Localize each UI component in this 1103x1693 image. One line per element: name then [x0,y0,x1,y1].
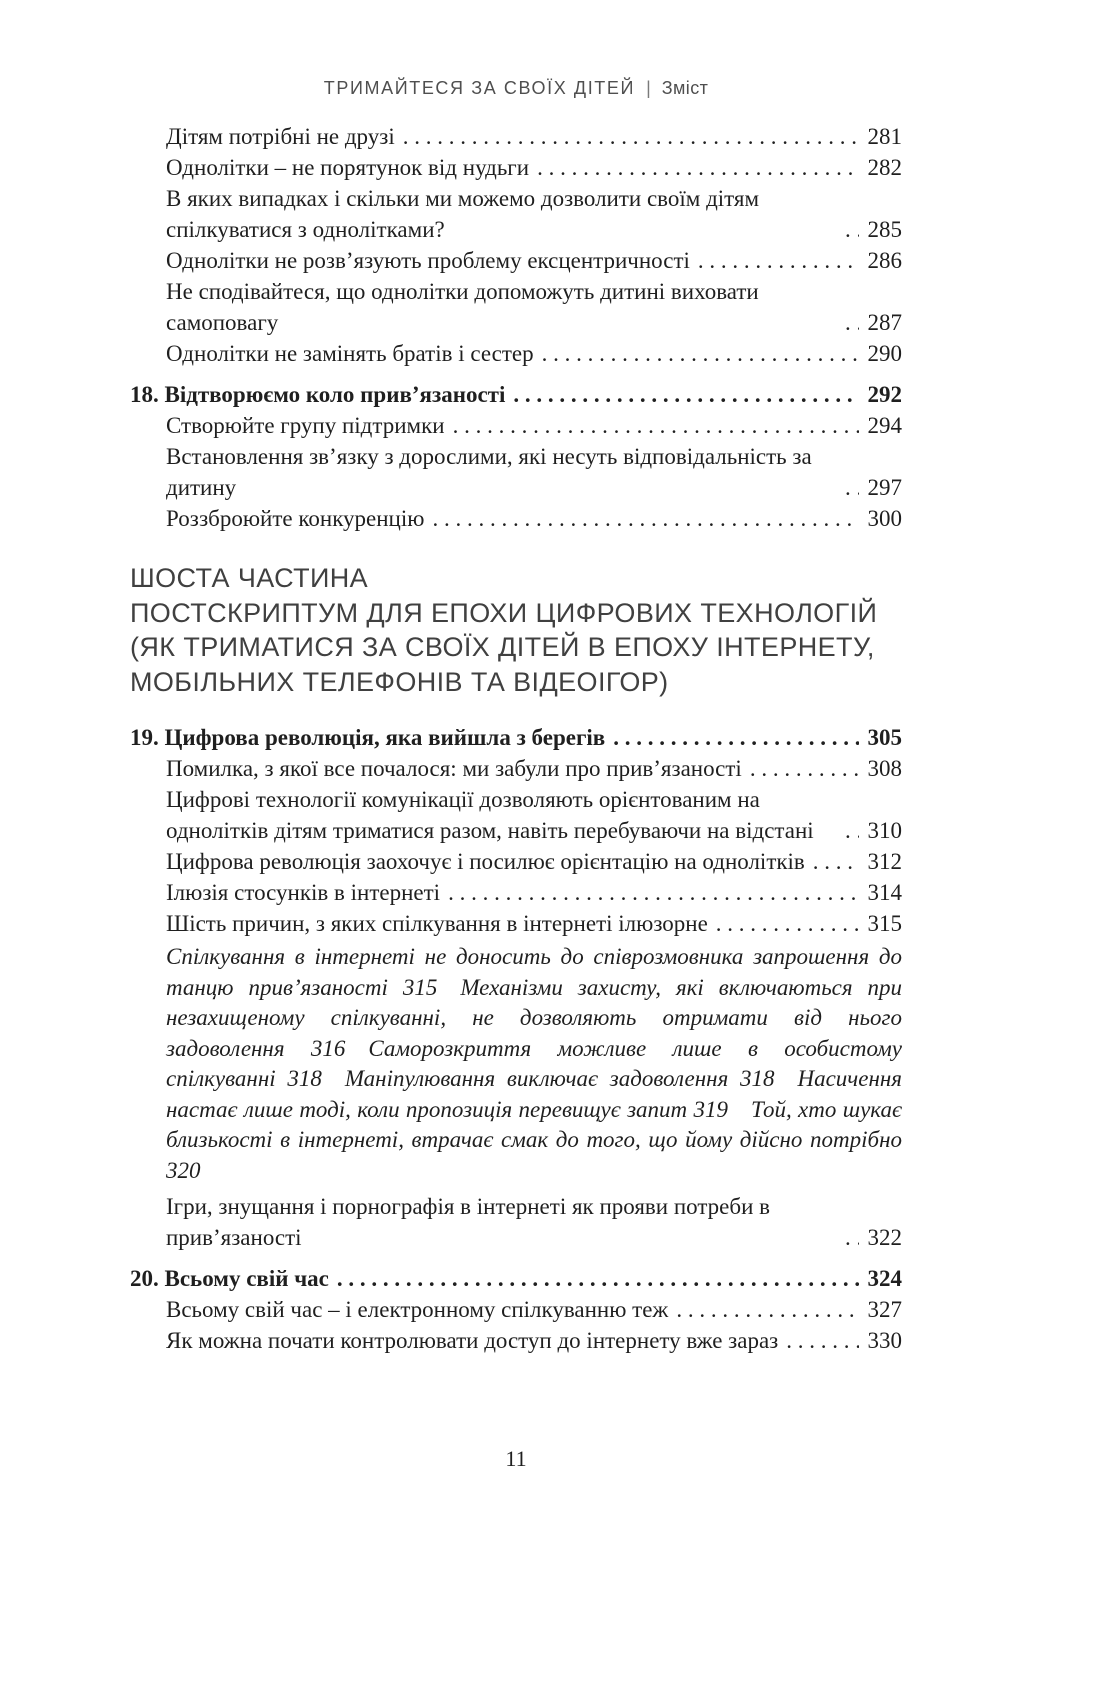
toc-section-entry [130,784,902,846]
part-title-line: (ЯК ТРИМАТИСЯ ЗА СВОЇХ ДІТЕЙ В ЕПОХУ ІНТЕРНЕТУ, [130,632,875,662]
entry-title: Однолітки – не порятунок від нудьги [166,155,530,180]
dot-leader [542,338,859,369]
toc-section-entry [130,1325,902,1356]
entry-page-number: 294 [867,413,902,438]
dot-leader [676,1294,859,1325]
entry-title: Встановлення зв’язку з дорослими, які несуть відповідальність за дитину [166,444,812,500]
toc-section-entry [130,121,902,152]
entry-title: Як можна почати контролювати доступ до інтернету вже зараз [166,1328,779,1353]
entry-title: Дітям потрібні не друзі [166,124,395,149]
part-heading [130,561,902,699]
subtopic-run-in-block: Спілкування в інтернеті не доносить до співрозмовника запрошення до танцю прив’язаності 315 Механізми захисту, які включаються при незахищеному спілкуванні, не дозволяють отримати від нього задоволення 316 Саморозкриття можливе лише в особистому спілкуванні 318 Маніпулювання виключає задоволення 318 Насичення настає лише тоді, коли пропозиція перевищує запит 319 Той, хто шукає близькості в інтернеті, втрачає смак до того, що йому дійсно потрібно 320 [166,944,902,1183]
book-title: ТРИМАЙТЕСЯ ЗА СВОЇХ ДІТЕЙ [323,78,636,98]
toc-chapter-entry [130,722,902,753]
toc-section-entry [130,245,902,276]
entry-page-number: 322 [867,1225,902,1250]
toc-chapter-entry [130,379,902,410]
toc-section-entry [130,503,902,534]
header-separator: | [646,78,651,98]
header-section-label: Зміст [661,78,709,98]
entry-page-number: 324 [867,1266,902,1291]
table-of-contents [130,121,902,1356]
dot-leader [613,722,859,753]
entry-page-number: 327 [867,1297,902,1322]
entry-title: Створюйте групу підтримки [166,413,445,438]
entry-title: 18. Відтворюємо коло прив’язаності [130,382,506,407]
toc-section-entry [130,753,902,784]
toc-section-entry [130,846,902,877]
entry-title: Роззброюйте конкуренцію [166,506,425,531]
entry-page-number: 292 [867,382,902,407]
toc-section-entry [130,1191,902,1253]
running-header [130,78,902,99]
page-footer [130,1446,902,1472]
dot-leader [845,307,859,338]
dot-leader [786,1325,859,1356]
dot-leader [403,121,859,152]
entry-page-number: 282 [867,155,902,180]
entry-title: Ілюзія стосунків в інтернеті [166,880,441,905]
page-number: 11 [505,1446,527,1471]
entry-page-number: 310 [867,818,902,843]
entry-title: 19. Цифрова революція, яка вийшла з берегів [130,725,606,750]
toc-section-entry [130,877,902,908]
dot-leader [845,815,859,846]
entry-page-number: 287 [867,310,902,335]
dot-leader [698,245,859,276]
entry-title: Однолітки не розв’язують проблему ексцентричності [166,248,690,273]
toc-section-entry [130,183,902,245]
dot-leader [845,214,859,245]
entry-page-number: 281 [867,124,902,149]
entry-page-number: 314 [867,880,902,905]
part-title-line: МОБІЛЬНИХ ТЕЛЕФОНІВ ТА ВІДЕОІГОР) [130,666,669,697]
dot-leader [513,379,859,410]
entry-title: Не сподівайтеся, що однолітки допоможуть дитині виховати самоповагу [166,279,759,335]
toc-chapter-entry [130,1263,902,1294]
dot-leader [716,908,859,939]
dot-leader [448,877,859,908]
entry-page-number: 285 [867,217,902,242]
toc-section-entry [130,410,902,441]
entry-title: Цифрові технології комунікації дозволяють орієнтованим на однолітків дітям триматися разом, навіть перебуваючи на відстані [166,787,814,843]
toc-section-entry [130,152,902,183]
entry-title: Цифрова революція заохочує і посилює орієнтацію на однолітків [166,849,805,874]
dot-leader [337,1263,859,1294]
entry-page-number: 305 [867,725,902,750]
dot-leader [750,753,859,784]
entry-title: Помилка, з якої все почалося: ми забули про прив’язаності [166,756,742,781]
dot-leader [813,846,859,877]
entry-page-number: 290 [867,341,902,366]
entry-page-number: 312 [867,849,902,874]
toc-section-entry [130,338,902,369]
entry-page-number: 297 [867,475,902,500]
entry-title: В яких випадках і скільки ми можемо дозволити своїм дітям спілкуватися з однолітками? [166,186,760,242]
entry-page-number: 300 [867,506,902,531]
toc-section-entry [130,1294,902,1325]
entry-page-number: 330 [867,1328,902,1353]
dot-leader [845,1222,859,1253]
entry-title: Всьому свій час – і електронному спілкуванню теж [166,1297,669,1322]
toc-section-entry [130,908,902,939]
dot-leader [537,152,859,183]
toc-section-entry [130,441,902,503]
toc-section-entry [130,276,902,338]
dot-leader [845,472,859,503]
part-kicker: ШОСТА ЧАСТИНА [130,563,369,593]
entry-page-number: 315 [867,911,902,936]
entry-title: Шість причин, з яких спілкування в інтернеті ілюзорне [166,911,708,936]
dot-leader [453,410,859,441]
entry-title: 20. Всьому свій час [130,1266,329,1291]
entry-title: Однолітки не замінять братів і сестер [166,341,534,366]
entry-title: Ігри, знущання і порнографія в інтернеті як прояви потреби в прив’язаності [166,1194,770,1250]
dot-leader [432,503,859,534]
entry-page-number: 286 [867,248,902,273]
part-title-line: ПОСТСКРИПТУМ ДЛЯ ЕПОХИ ЦИФРОВИХ ТЕХНОЛОГІЙ [130,597,878,628]
entry-page-number: 308 [867,756,902,781]
